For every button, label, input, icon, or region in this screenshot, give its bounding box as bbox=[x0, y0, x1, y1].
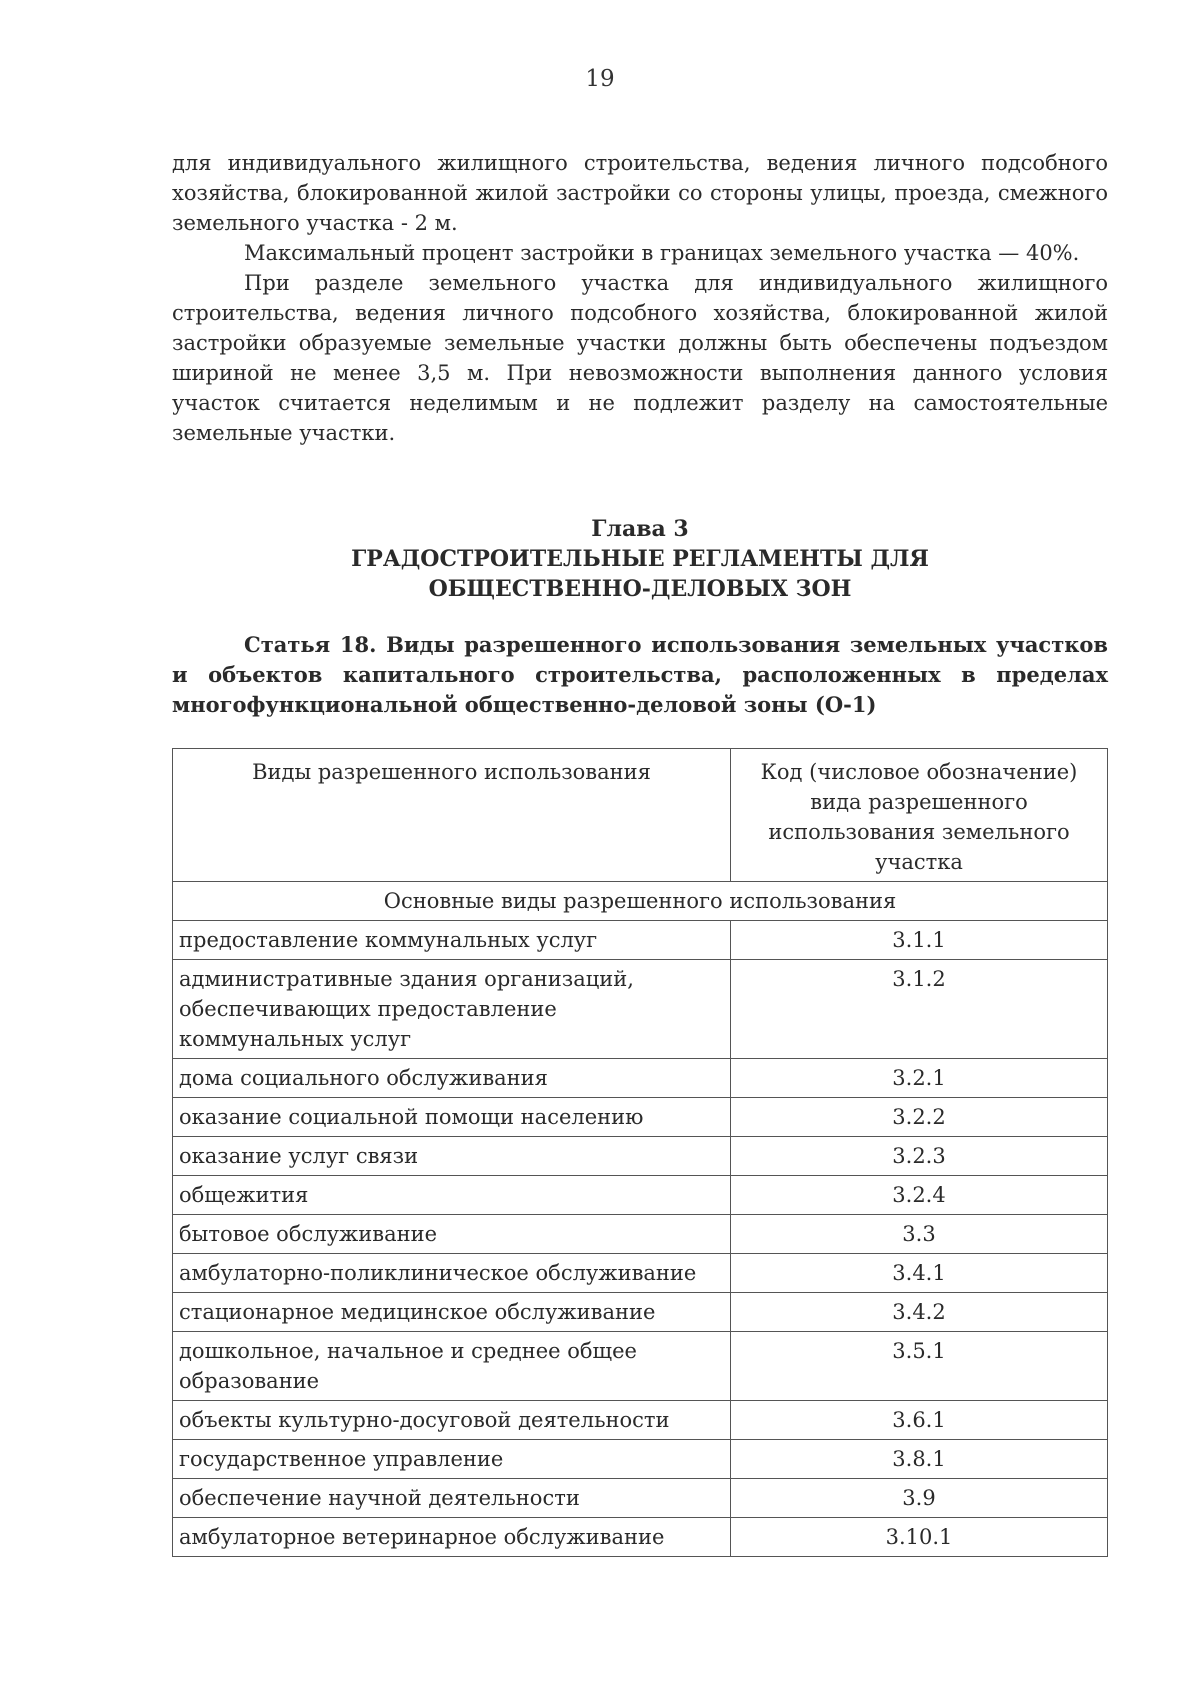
code-cell: 3.5.1 bbox=[731, 1332, 1108, 1401]
body-text bbox=[172, 148, 1108, 448]
code-cell: 3.6.1 bbox=[731, 1401, 1108, 1440]
page-number: 19 bbox=[585, 66, 615, 92]
use-cell: обеспечение научной деятельности bbox=[173, 1479, 731, 1518]
paragraph-plot-division: При разделе земельного участка для индивидуального жилищного строительства, ведения личного подсобного хозяйства, блокированной жилой застройки образуемые земельные участки должны быть обеспечены подъездом шириной не менее 3,5 м. При невозможности выполнения данного условия участок считается неделимым и не подлежит разделу на самостоятельные земельные участки. bbox=[172, 271, 1108, 445]
code-cell: 3.1.2 bbox=[731, 960, 1108, 1059]
column-header-code: Код (числовое обозначение) вида разрешенного использования земельного участка bbox=[731, 749, 1108, 882]
table-header-row bbox=[173, 749, 1108, 882]
table-row bbox=[173, 1479, 1108, 1518]
use-cell: бытовое обслуживание bbox=[173, 1215, 731, 1254]
use-cell: общежития bbox=[173, 1176, 731, 1215]
code-cell: 3.10.1 bbox=[731, 1518, 1108, 1557]
code-cell: 3.2.2 bbox=[731, 1098, 1108, 1137]
table-row bbox=[173, 1332, 1108, 1401]
chapter-number: Глава 3 bbox=[591, 516, 689, 542]
code-cell: 3.2.1 bbox=[731, 1059, 1108, 1098]
column-header-use: Виды разрешенного использования bbox=[173, 749, 731, 882]
use-cell: предоставление коммунальных услуг bbox=[173, 921, 731, 960]
table-row bbox=[173, 1518, 1108, 1557]
table-section-row bbox=[173, 882, 1108, 921]
table-row bbox=[173, 1137, 1108, 1176]
table-row bbox=[173, 1401, 1108, 1440]
use-cell: оказание услуг связи bbox=[173, 1137, 731, 1176]
code-cell: 3.8.1 bbox=[731, 1440, 1108, 1479]
use-cell: дома социального обслуживания bbox=[173, 1059, 731, 1098]
chapter-title-line-1: ГРАДОСТРОИТЕЛЬНЫЕ РЕГЛАМЕНТЫ ДЛЯ bbox=[351, 546, 929, 572]
table-row bbox=[173, 1098, 1108, 1137]
table-row bbox=[173, 1254, 1108, 1293]
code-cell: 3.4.2 bbox=[731, 1293, 1108, 1332]
table-row bbox=[173, 921, 1108, 960]
table-row bbox=[173, 1176, 1108, 1215]
paragraph-max-coverage: Максимальный процент застройки в границах земельного участка — 40%. bbox=[244, 241, 1080, 265]
paragraph-continuation: для индивидуального жилищного строительства, ведения личного подсобного хозяйства, блокированной жилой застройки со стороны улицы, проезда, смежного земельного участка - 2 м. bbox=[172, 151, 1108, 235]
table-row bbox=[173, 1059, 1108, 1098]
table-row bbox=[173, 1293, 1108, 1332]
code-cell: 3.9 bbox=[731, 1479, 1108, 1518]
use-cell: стационарное медицинское обслуживание bbox=[173, 1293, 731, 1332]
use-cell: амбулаторно-поликлиническое обслуживание bbox=[173, 1254, 731, 1293]
table-row bbox=[173, 1215, 1108, 1254]
table-row bbox=[173, 960, 1108, 1059]
code-cell: 3.2.4 bbox=[731, 1176, 1108, 1215]
article-heading: Статья 18. Виды разрешенного использования земельных участков и объектов капитального строительства, расположенных в пределах многофункциональной общественно-деловой зоны (О-1) bbox=[172, 632, 1108, 717]
chapter-heading bbox=[172, 514, 1108, 604]
code-cell: 3.1.1 bbox=[731, 921, 1108, 960]
use-cell: административные здания организаций, обеспечивающих предоставление коммунальных услуг bbox=[173, 960, 731, 1059]
use-cell: амбулаторное ветеринарное обслуживание bbox=[173, 1518, 731, 1557]
use-cell: объекты культурно-досуговой деятельности bbox=[173, 1401, 731, 1440]
code-cell: 3.4.1 bbox=[731, 1254, 1108, 1293]
chapter-title-line-2: ОБЩЕСТВЕННО-ДЕЛОВЫХ ЗОН bbox=[428, 576, 852, 602]
table-row bbox=[173, 1440, 1108, 1479]
use-cell: оказание социальной помощи населению bbox=[173, 1098, 731, 1137]
use-cell: дошкольное, начальное и среднее общее образование bbox=[173, 1332, 731, 1401]
section-title: Основные виды разрешенного использования bbox=[173, 882, 1108, 921]
code-cell: 3.2.3 bbox=[731, 1137, 1108, 1176]
use-cell: государственное управление bbox=[173, 1440, 731, 1479]
permitted-uses-table bbox=[172, 748, 1108, 1557]
code-cell: 3.3 bbox=[731, 1215, 1108, 1254]
